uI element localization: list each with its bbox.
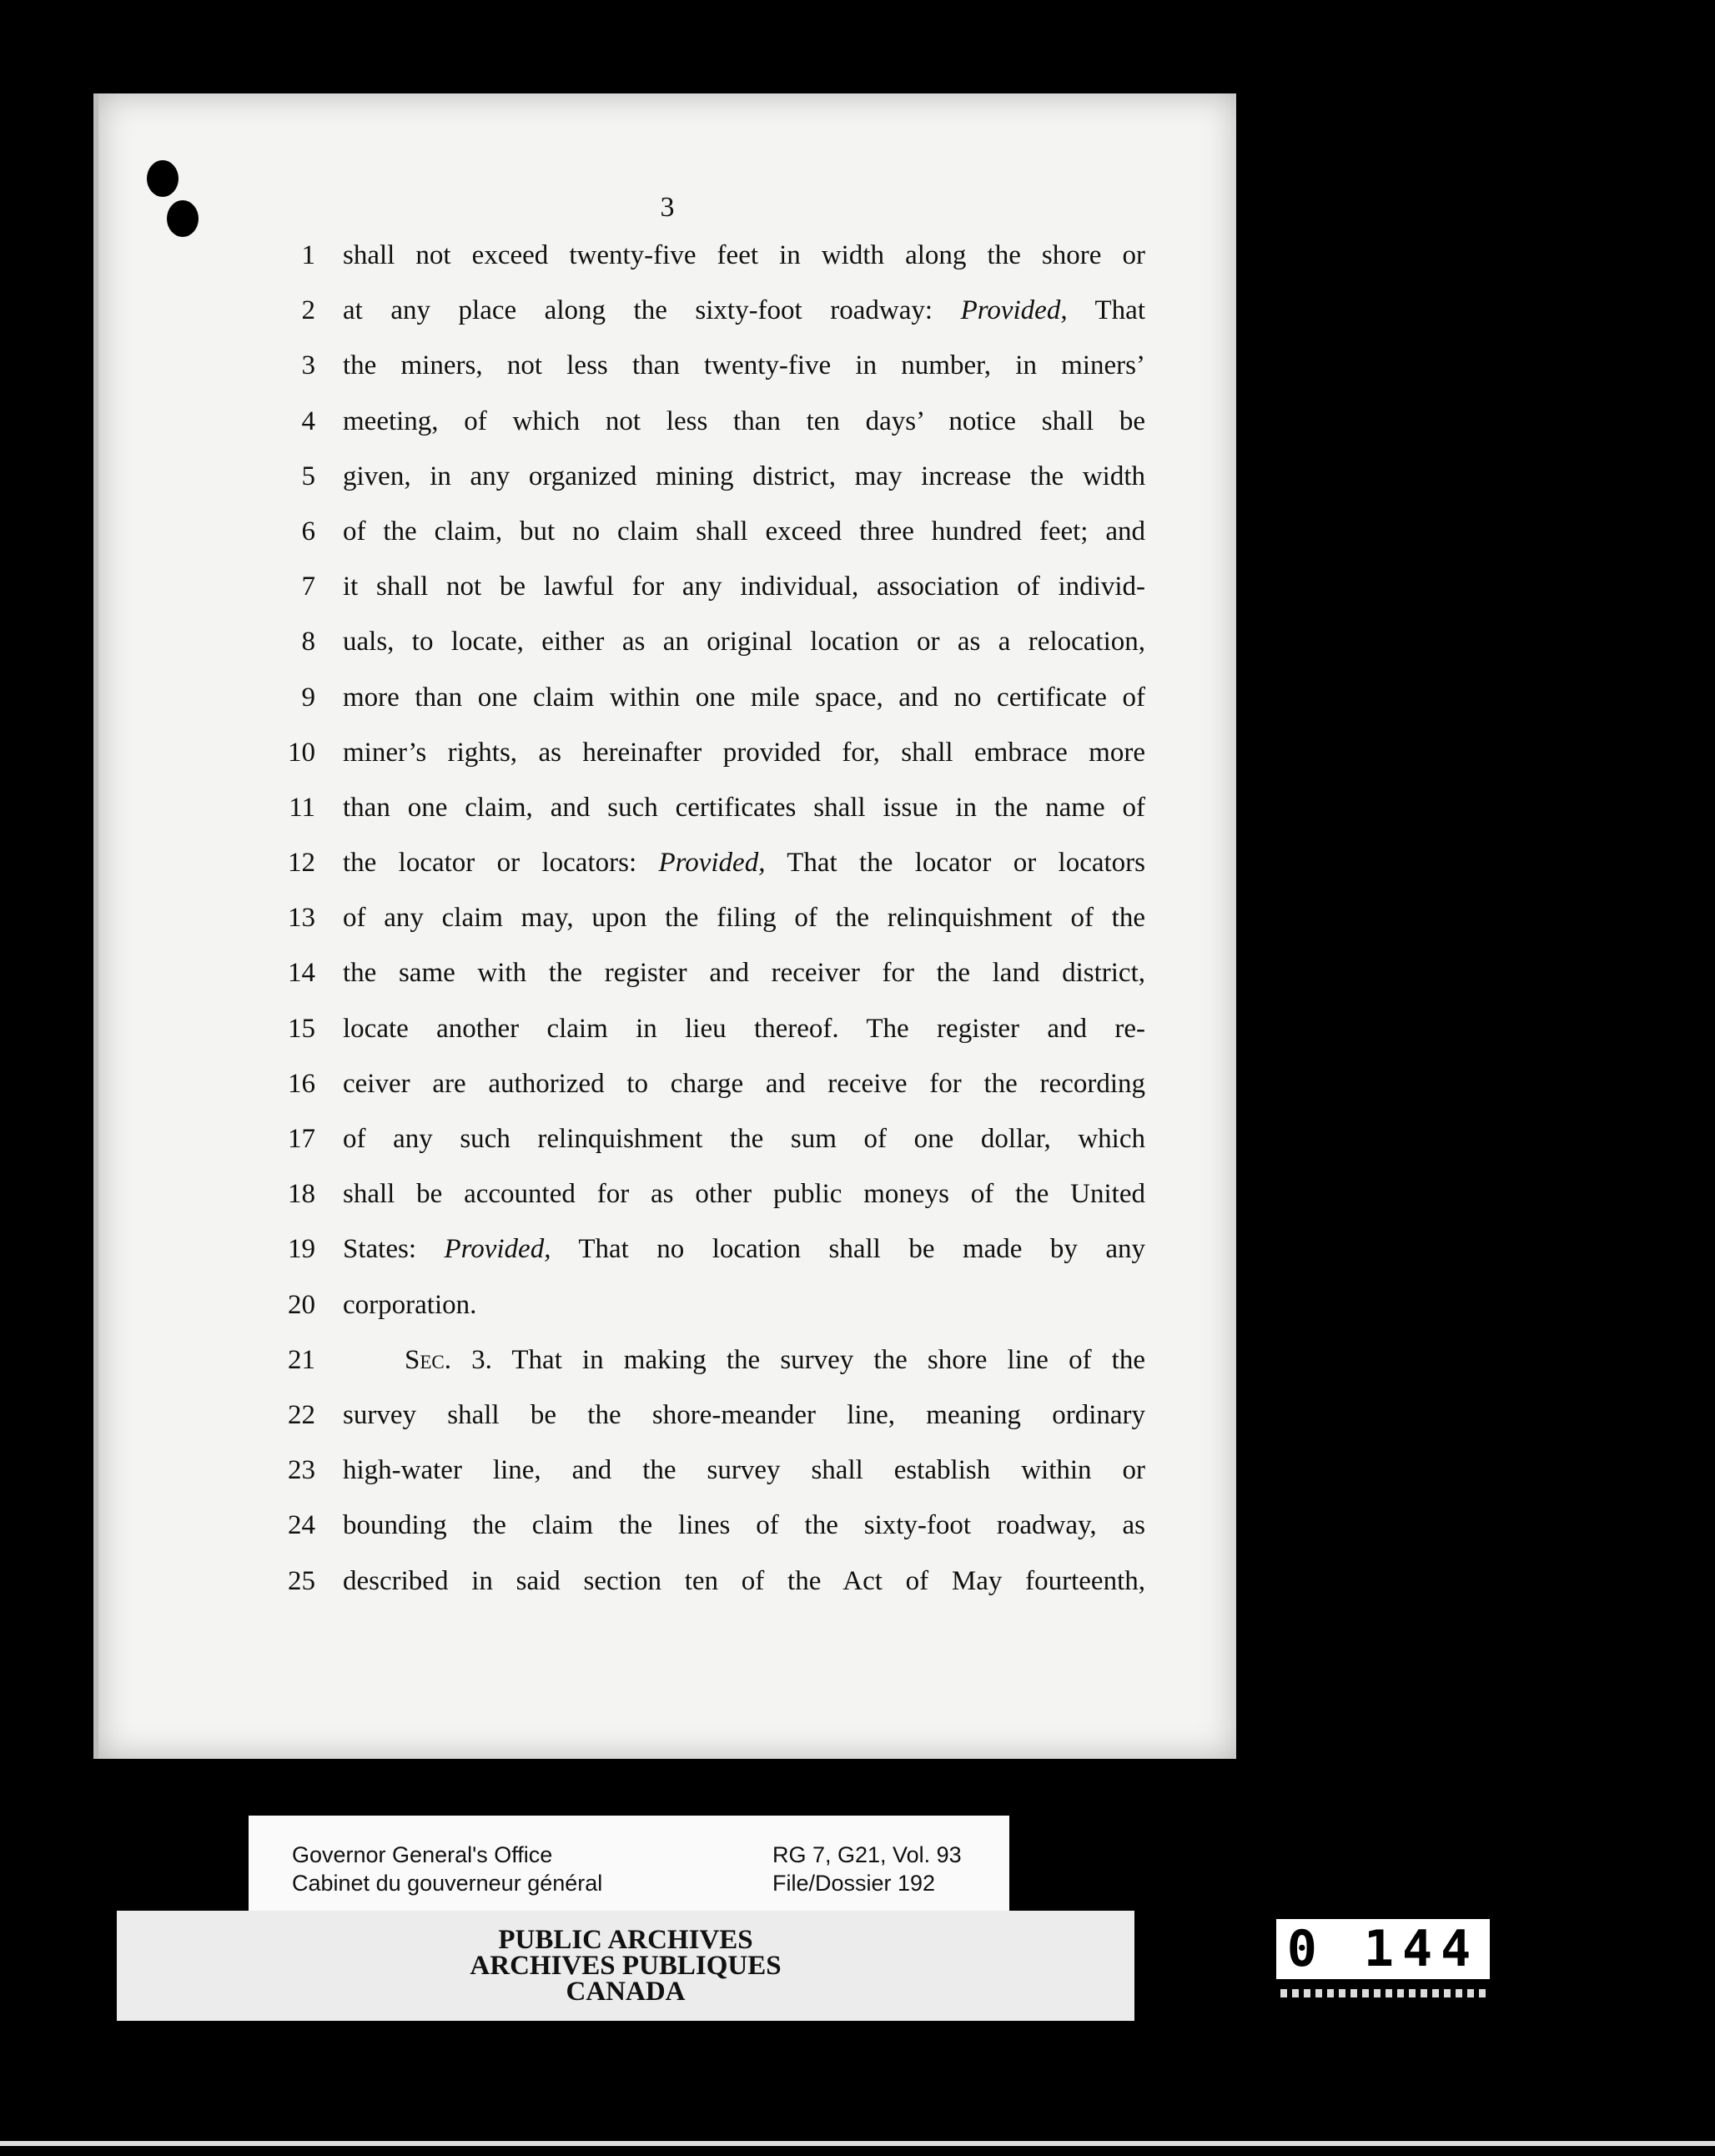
line-number: 9 xyxy=(301,682,315,713)
text-line xyxy=(269,848,1145,903)
italic-text: Provided, xyxy=(658,848,766,879)
record-group: RG 7, G21, Vol. 93 xyxy=(772,1842,962,1867)
office-name-fr: Cabinet du gouverneur général xyxy=(292,1871,603,1896)
text-line xyxy=(269,240,1145,295)
text-run: corporation. xyxy=(343,1289,477,1320)
line-text xyxy=(343,1069,1145,1100)
archive-reference-label xyxy=(249,1816,1009,1911)
numbered-text-body xyxy=(269,240,1145,1621)
line-text xyxy=(343,1455,1145,1486)
text-run: shall be accounted for as other public moneys of the United xyxy=(343,1179,1145,1210)
line-text xyxy=(343,848,1145,879)
line-number: 21 xyxy=(288,1344,315,1375)
text-line xyxy=(269,350,1145,406)
text-run: more than one claim within one mile space, and no certificate of xyxy=(343,682,1145,713)
line-text xyxy=(343,240,1145,271)
stamp-line-3: CANADA xyxy=(566,1977,686,2007)
line-number: 23 xyxy=(288,1455,315,1486)
line-text xyxy=(343,1510,1145,1541)
text-run: States: xyxy=(343,1234,445,1265)
text-run: bounding the claim the lines of the sixty-foot roadway, as xyxy=(343,1510,1145,1541)
text-line xyxy=(269,793,1145,848)
line-number: 7 xyxy=(301,572,315,602)
document-page xyxy=(98,93,1236,1759)
line-number: 4 xyxy=(301,406,315,436)
line-number: 12 xyxy=(288,848,315,879)
microfilm-frame-counter: 0 144 xyxy=(1276,1919,1490,1979)
film-sprocket-holes xyxy=(1280,1989,1489,1997)
text-run: That no location shall be made by any xyxy=(551,1234,1145,1265)
text-line xyxy=(269,1566,1145,1621)
text-line xyxy=(269,1124,1145,1179)
text-run: at any place along the sixty-foot roadway: xyxy=(343,295,961,326)
text-line xyxy=(269,572,1145,627)
line-text xyxy=(343,406,1145,437)
text-run: That the locator or locators xyxy=(765,848,1145,879)
text-line xyxy=(269,461,1145,516)
text-line xyxy=(269,295,1145,350)
line-number: 10 xyxy=(288,737,315,768)
line-number: 17 xyxy=(288,1124,315,1154)
text-run: miner’s rights, as hereinafter provided for, shall embrace more xyxy=(343,737,1145,768)
line-number: 3 xyxy=(301,350,315,381)
line-number: 22 xyxy=(288,1399,315,1430)
text-run: uals, to locate, either as an original location or as a relocation, xyxy=(343,627,1145,657)
stamp-line-1: PUBLIC ARCHIVES xyxy=(498,1925,753,1955)
text-run: Sec. xyxy=(405,1344,451,1375)
line-text xyxy=(343,683,1145,713)
line-number: 25 xyxy=(288,1565,315,1596)
text-run: meeting, of which not less than ten days’ notice shall be xyxy=(343,406,1145,436)
text-run: ceiver are authorized to charge and receive for the recording xyxy=(343,1068,1145,1099)
public-archives-stamp xyxy=(117,1927,1134,2005)
text-line xyxy=(269,683,1145,738)
line-text xyxy=(343,793,1145,824)
text-run: of any such relinquishment the sum of one dollar, which xyxy=(343,1124,1145,1154)
text-line xyxy=(269,1290,1145,1345)
office-name-en: Governor General's Office xyxy=(292,1842,553,1867)
line-number: 16 xyxy=(288,1068,315,1099)
line-text xyxy=(343,1179,1145,1210)
text-run: given, in any organized mining district, may increase the width xyxy=(343,461,1145,491)
text-line xyxy=(269,738,1145,793)
text-run: it shall not be lawful for any individual, association of individ- xyxy=(343,572,1145,602)
line-number: 24 xyxy=(288,1510,315,1541)
film-edge xyxy=(0,2141,1715,2146)
text-run: the miners, not less than twenty-five in number, in miners’ xyxy=(343,350,1145,381)
text-line xyxy=(269,1179,1145,1234)
line-text xyxy=(343,1290,1145,1321)
text-line xyxy=(269,1510,1145,1565)
text-line xyxy=(269,903,1145,958)
text-run: shall not exceed twenty-five feet in width along the shore or xyxy=(343,240,1145,270)
line-number: 13 xyxy=(288,903,315,934)
text-line xyxy=(269,958,1145,1013)
line-text xyxy=(405,1345,1145,1376)
line-text xyxy=(343,958,1145,989)
text-run: than one claim, and such certificates shall issue in the name of xyxy=(343,792,1145,823)
line-number: 6 xyxy=(301,516,315,547)
text-line xyxy=(269,1455,1145,1510)
line-text xyxy=(343,903,1145,934)
line-text xyxy=(343,627,1145,657)
archive-stamp-strip xyxy=(117,1911,1134,2021)
text-line xyxy=(269,1400,1145,1455)
text-line xyxy=(269,406,1145,461)
italic-text: Provided, xyxy=(444,1234,551,1265)
text-line xyxy=(269,1234,1145,1289)
line-text xyxy=(343,516,1145,547)
text-run: of the claim, but no claim shall exceed three hundred feet; and xyxy=(343,516,1145,547)
line-text xyxy=(343,295,1145,326)
text-run: survey shall be the shore-meander line, meaning ordinary xyxy=(343,1399,1145,1430)
line-number: 15 xyxy=(288,1013,315,1044)
page-number: 3 xyxy=(660,192,675,223)
stamp-line-2: ARCHIVES PUBLIQUES xyxy=(470,1951,782,1981)
line-number: 8 xyxy=(301,627,315,657)
line-number: 5 xyxy=(301,461,315,491)
text-run: the locator or locators: xyxy=(343,848,659,879)
file-number: File/Dossier 192 xyxy=(772,1871,936,1896)
line-number: 11 xyxy=(289,792,315,823)
text-line xyxy=(269,627,1145,682)
text-line xyxy=(269,516,1145,572)
line-text xyxy=(343,461,1145,492)
text-run: locate another claim in lieu thereof. The register and re- xyxy=(343,1013,1145,1044)
text-run: the same with the register and receiver for the land district, xyxy=(343,958,1145,989)
line-text xyxy=(343,1234,1145,1265)
line-number: 2 xyxy=(301,295,315,326)
text-line xyxy=(269,1069,1145,1124)
line-text xyxy=(343,350,1145,381)
text-run: That xyxy=(1067,295,1145,326)
text-run: described in said section ten of the Act of May fourteenth, xyxy=(343,1565,1145,1596)
italic-text: Provided, xyxy=(960,295,1068,326)
line-text xyxy=(343,738,1145,768)
line-text xyxy=(343,572,1145,602)
line-text xyxy=(343,1124,1145,1155)
line-number: 19 xyxy=(288,1234,315,1265)
line-number: 18 xyxy=(288,1179,315,1210)
text-line xyxy=(269,1014,1145,1069)
text-run: of any claim may, upon the filing of the relinquishment of the xyxy=(343,903,1145,934)
line-text xyxy=(343,1566,1145,1597)
line-number: 1 xyxy=(301,240,315,270)
line-text xyxy=(343,1400,1145,1431)
line-number: 20 xyxy=(288,1289,315,1320)
text-run: high-water line, and the survey shall establish within or xyxy=(343,1455,1145,1486)
text-run: 3. That in making the survey the shore line of the xyxy=(451,1344,1145,1375)
line-number: 14 xyxy=(288,958,315,989)
line-text xyxy=(343,1014,1145,1045)
text-line xyxy=(269,1345,1145,1400)
